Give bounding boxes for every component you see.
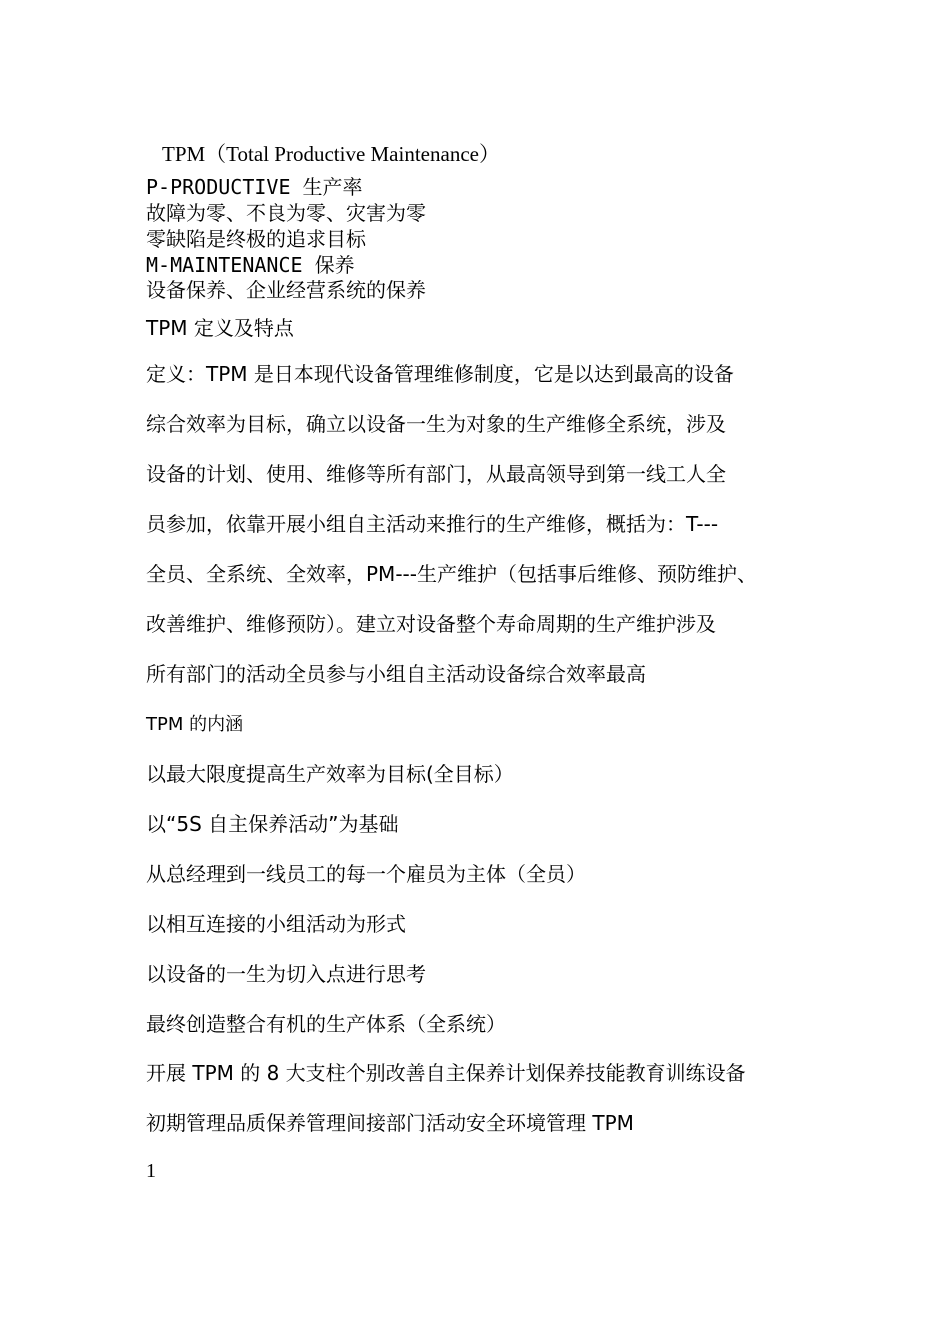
connotation-line: 以“5S 自主保养活动”为基础 [146, 812, 399, 836]
document-title: TPM（Total Productive Maintenance） [162, 142, 500, 166]
pillars-paragraph [146, 1058, 746, 1088]
definition-line: 定义：TPM 是日本现代设备管理维修制度，它是以达到最高的设备 [146, 362, 734, 386]
intro-line-maintenance: M-MAINTENANCE 保养 [146, 253, 355, 277]
definition-line: 所有部门的活动全员参与小组自主活动设备综合效率最高 [146, 662, 646, 686]
pillars-text-continued: 初期管理品质保养管理间接部门活动安全环境管理 TPM [146, 1111, 634, 1135]
intro-line-zero-defect: 零缺陷是终极的追求目标 [146, 227, 366, 251]
definition-line: 设备的计划、使用、维修等所有部门，从最高领导到第一线工人全 [146, 462, 726, 486]
definition-line: 员参加，依靠开展小组自主活动来推行的生产维修，概括为：T--- [146, 512, 719, 536]
definition-line: 综合效率为目标，确立以设备一生为对象的生产维修全系统，涉及 [146, 412, 726, 436]
definition-line: 改善维护、维修预防）。建立对设备整个寿命周期的生产维护涉及 [146, 612, 716, 636]
page-number: 1 [146, 1160, 156, 1182]
pillars-text: 个别改善自主保养计划保养技能教育训练设备 [345, 1061, 746, 1085]
section-heading-connotation: TPM 的内涵 [146, 714, 244, 735]
pillars-heading: 开展 TPM 的 8 大支柱 [146, 1061, 346, 1085]
definition-line: 全员、全系统、全效率，PM---生产维护（包括事后维修、预防维护、 [146, 562, 757, 586]
intro-line-zero-goals: 故障为零、不良为零、灾害为零 [146, 201, 426, 225]
connotation-line: 以设备的一生为切入点进行思考 [146, 962, 426, 986]
section-heading-definition: TPM 定义及特点 [146, 316, 294, 340]
connotation-line: 从总经理到一线员工的每一个雇员为主体（全员） [146, 862, 586, 886]
intro-line-equipment-care: 设备保养、企业经营系统的保养 [146, 278, 426, 302]
intro-line-productive: P-PRODUCTIVE 生产率 [146, 175, 363, 199]
connotation-line: 最终创造整合有机的生产体系（全系统） [146, 1012, 506, 1036]
connotation-line: 以最大限度提高生产效率为目标(全目标） [146, 762, 514, 786]
connotation-line: 以相互连接的小组活动为形式 [146, 912, 406, 936]
